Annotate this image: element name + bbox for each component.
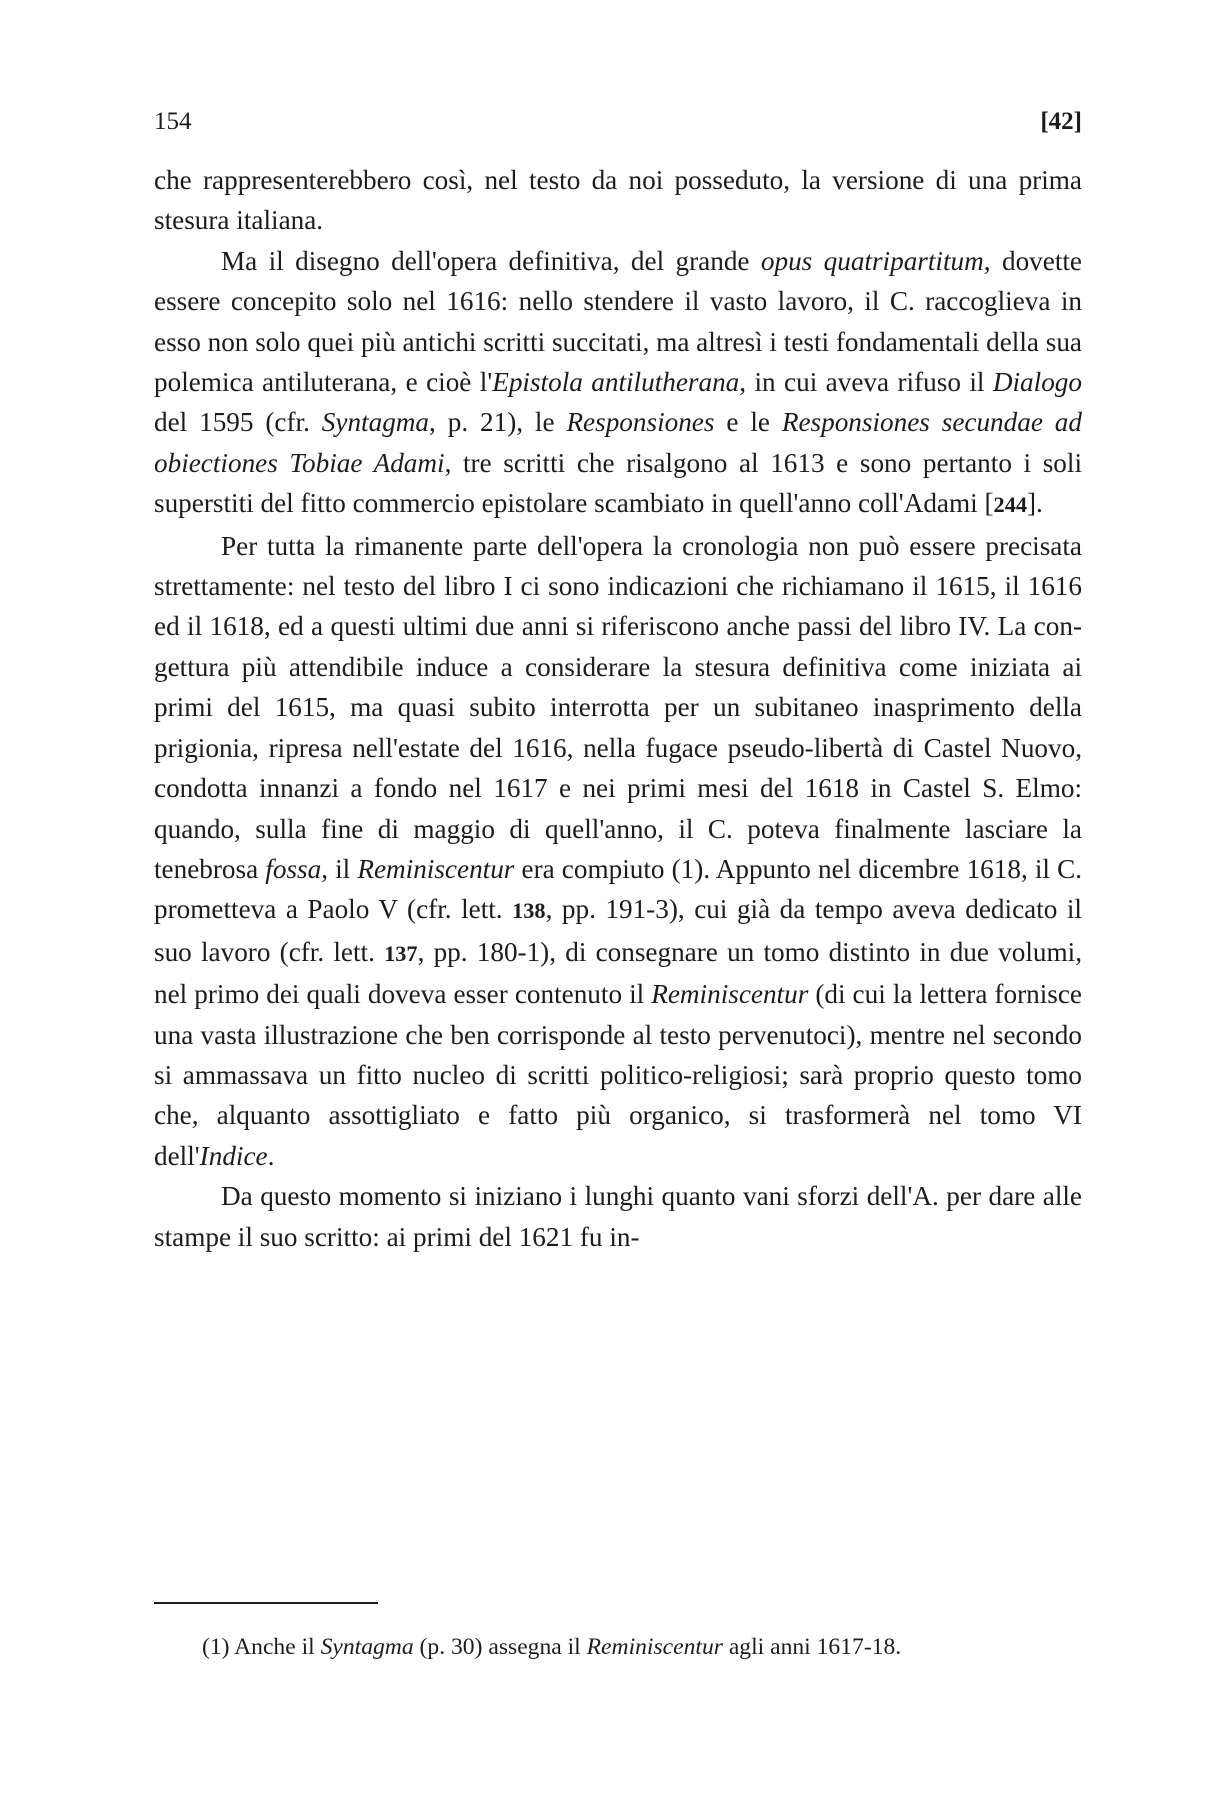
text-run: che rappresenterebbero così, nel testo da noi posseduto, la versione di una prima stesura italiana. (154, 165, 1082, 236)
text-run: (1) Anche il (202, 1634, 321, 1660)
text-run: Per tutta la rimanente parte dell'opera la cronologia non può essere precisata strettamente: nel testo del libro I ci sono indicazioni che richiamano il 1615, il 1616 ed il 1618, ed a questi ultimi due anni si riferiscono anche passi del libro IV. La congettura più attendibile induce a considerare la stesura definitiva come iniziata ai primi del 1615, ma quasi subito interrotta per un subitaneo inasprimento della prigionia, ripresa nell'estate del 1616, nella fugace pseudo-libertà di Castel Nuovo, condotta innanzi a fondo nel 1617 e nei primi mesi del 1618 in Castel S. Elmo: quando, sulla fine di maggio di quell'anno, il C. poteva finalmente lasciare la tenebrosa (154, 530, 1082, 884)
italic-text: Responsiones secundae ad obiectiones Tobiae Adami (154, 407, 1082, 478)
text-run: , pp. 180-1), di consegnare un tomo distinto in due volumi, nel primo dei quali doveva esser contenuto il (154, 936, 1082, 1010)
text-run: (di cui la lettera fornisce una vasta illustrazione che ben corrisponde al testo pervenutoci), mentre nel secondo si ammassava un fitto nucleo di scritti politico-religiosi; sarà proprio questo tomo che, alquanto assottigliato e fatto più organico, si trasformerà nel tomo VI dell' (154, 979, 1082, 1171)
text-run: , tre scritti che risalgono al 1613 e sono pertanto i soli superstiti del fitto commercio epistolare scambiato in quell'anno coll'Adami [ (154, 447, 1082, 519)
text-run: , in cui aveva rifuso il (739, 367, 993, 398)
footnote-divider (154, 1602, 378, 1604)
italic-text: Reminiscentur (357, 853, 515, 884)
footnote (154, 1630, 1082, 1664)
page-number: 154 (154, 108, 192, 135)
text-run: . (267, 1140, 275, 1171)
text-run: , dovette essere concepito solo nel 1616: nello stendere il vasto lavoro, il C. raccoglieva in esso non solo quei più antichi scritti succitati, ma altresì i testi fondamentali della sua polemica antiluterana, e cioè l' (154, 245, 1082, 398)
italic-text: Syntagma (321, 407, 430, 438)
paragraph (154, 1176, 1082, 1257)
text-run: Da questo momento si iniziano i lunghi quanto vani sforzi dell'A. per dare alle stampe il suo scritto: ai primi del 1621 fu in- (154, 1181, 1082, 1252)
section-number: [42] (1040, 108, 1082, 135)
italic-text: Reminiscentur (586, 1634, 723, 1660)
text-run: era compiuto (1). Appunto nel dicembre 1618, il C. prometteva a Paolo V (cfr. lett. (154, 853, 1083, 925)
paragraph (154, 241, 1082, 526)
text-run: , p. 21), le (429, 407, 567, 438)
text-run: , il (321, 853, 358, 884)
text-run: e le (714, 407, 782, 438)
reference-number: 244 (993, 492, 1027, 518)
reference-number: 138 (512, 898, 546, 924)
text-run: del 1595 (cfr. (154, 407, 322, 438)
italic-text: Reminiscentur (651, 979, 809, 1010)
text-run: ]. (1027, 488, 1043, 519)
italic-text: Dialogo (992, 367, 1082, 398)
body-text (154, 160, 1082, 1257)
italic-text: Responsiones (566, 407, 715, 438)
italic-text: Indice (199, 1140, 268, 1171)
text-run: Ma il disegno dell'opera definitiva, del grande (221, 245, 761, 276)
text-run: agli anni 1617-18. (722, 1634, 902, 1660)
text-run: , pp. 191-3), cui già da tempo aveva dedicato il suo lavoro (cfr. lett. (154, 894, 1082, 967)
reference-number: 137 (384, 940, 418, 966)
running-header (154, 108, 1082, 136)
paragraph (154, 526, 1082, 1177)
paragraph (154, 160, 1082, 241)
italic-text: Epistola antilutherana (492, 367, 740, 398)
italic-text: fossa (265, 853, 322, 884)
footnote-text (154, 1630, 1082, 1664)
italic-text: opus quatripartitum (760, 245, 984, 276)
italic-text: Syntagma (320, 1634, 414, 1660)
text-run: (p. 30) assegna il (413, 1634, 587, 1660)
